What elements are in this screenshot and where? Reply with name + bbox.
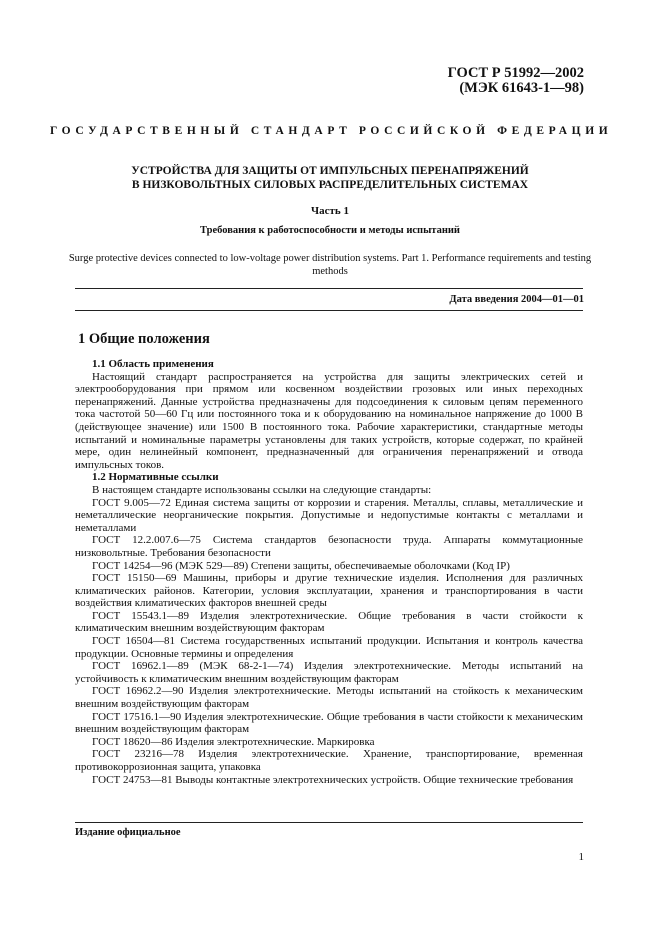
part-label: Часть 1 <box>311 205 349 217</box>
reference-item: ГОСТ 23216—78 Изделия электротехнические. Хранение, транспортирование, временная противокоррозионная защита, упаковка <box>75 748 583 773</box>
official-edition-label: Издание официальное <box>75 827 181 838</box>
reference-item: ГОСТ 16504—81 Система государственных испытаний продукции. Испытания и контроль качества продукции. Основные термины и определения <box>75 635 583 660</box>
document-title-line1: УСТРОЙСТВА ДЛЯ ЗАЩИТЫ ОТ ИМПУЛЬСНЫХ ПЕРЕНАПРЯЖЕНИЙ <box>131 165 529 177</box>
divider-top <box>75 288 583 289</box>
reference-item: ГОСТ 9.005—72 Единая система защиты от коррозии и старения. Металлы, сплавы, металлические и неметаллические неорганические покрытия. Допустимые и недопустимые контакты с металлами и неметаллами <box>75 496 583 534</box>
reference-item: ГОСТ 14254—96 (МЭК 529—89) Степени защиты, обеспечиваемые оболочками (Код IP) <box>92 559 510 572</box>
subsection-heading-scope: 1.1 Область применения <box>92 358 214 370</box>
document-subtitle: Требования к работоспособности и методы испытаний <box>200 225 460 236</box>
references-intro: В настоящем стандарте использованы ссылки на следующие стандарты: <box>92 483 432 496</box>
reference-item: ГОСТ 12.2.007.6—75 Система стандартов безопасности труда. Аппараты коммутационные низковольтные. Требования безопасности <box>75 534 583 559</box>
page-number: 1 <box>578 851 584 863</box>
document-code-line1: ГОСТ Р 51992—2002 <box>447 65 584 81</box>
english-title: Surge protective devices connected to low-voltage power distribution systems. Part 1. Performance requirements and testing methods <box>68 253 592 277</box>
subsection-heading-references: 1.2 Нормативные ссылки <box>92 471 219 484</box>
document-code <box>448 66 584 96</box>
scope-paragraph: Настоящий стандарт распространяется на устройства для защиты электрических сетей и электрооборудования при прямом или косвенном воздействии грозовых или иных переходных перенапряжений. Данные устройства предназначены для подсоединения к силовым цепям переменного тока частотой 50—60 Гц или постоянного тока и к оборудованию на номинальное напряжение до 1000 В (действующее значение) или 1500 В постоянного тока. Рабочие характеристики, стандартные методы испытаний и номинальные параметры установлены для таких устройств, которые содержат, по крайней мере, один нелинейный компонент, предназначенный для ограничения перенапряжений и отвода импульсных токов. <box>75 370 583 471</box>
reference-item: ГОСТ 17516.1—90 Изделия электротехнические. Общие требования в части стойкости к механическим внешним воздействующим факторам <box>75 710 583 736</box>
reference-item: ГОСТ 18620—86 Изделия электротехнические. Маркировка <box>92 735 375 748</box>
document-body <box>75 358 583 786</box>
document-code-line2: (МЭК 61643-1—98) <box>459 80 584 96</box>
reference-item: ГОСТ 16962.1—89 (МЭК 68-2-1—74) Изделия электротехнические. Методы испытаний на устойчивость к климатическим внешним воздействующим факторам <box>75 660 583 685</box>
divider-footer <box>75 822 583 823</box>
reference-item: ГОСТ 15543.1—89 Изделия электротехнические. Общие требования в части стойкости к климатическим внешним воздействующим факторам <box>75 609 583 635</box>
reference-item: ГОСТ 16962.2—90 Изделия электротехнические. Методы испытаний на стойкость к механическим внешним воздействующим факторам <box>75 685 583 711</box>
document-title-line2: В НИЗКОВОЛЬТНЫХ СИЛОВЫХ РАСПРЕДЕЛИТЕЛЬНЫХ СИСТЕМАХ <box>131 179 529 191</box>
state-standard-title: ГОСУДАРСТВЕННЫЙ СТАНДАРТ РОССИЙСКОЙ ФЕДЕРАЦИИ <box>50 125 613 137</box>
reference-item: ГОСТ 15150—69 Машины, приборы и другие технические изделия. Исполнения для различных климатических районов. Категории, условия эксплуатации, хранения и транспортирования в части воздействия климатических факторов внешней среды <box>75 572 583 610</box>
introduction-date: Дата введения 2004—01—01 <box>449 294 584 305</box>
document-title <box>60 164 600 192</box>
divider-date <box>75 310 583 311</box>
section-heading: 1 Общие положения <box>78 331 210 347</box>
reference-item: ГОСТ 24753—81 Выводы контактные электротехнических устройств. Общие технические требования <box>92 773 574 786</box>
